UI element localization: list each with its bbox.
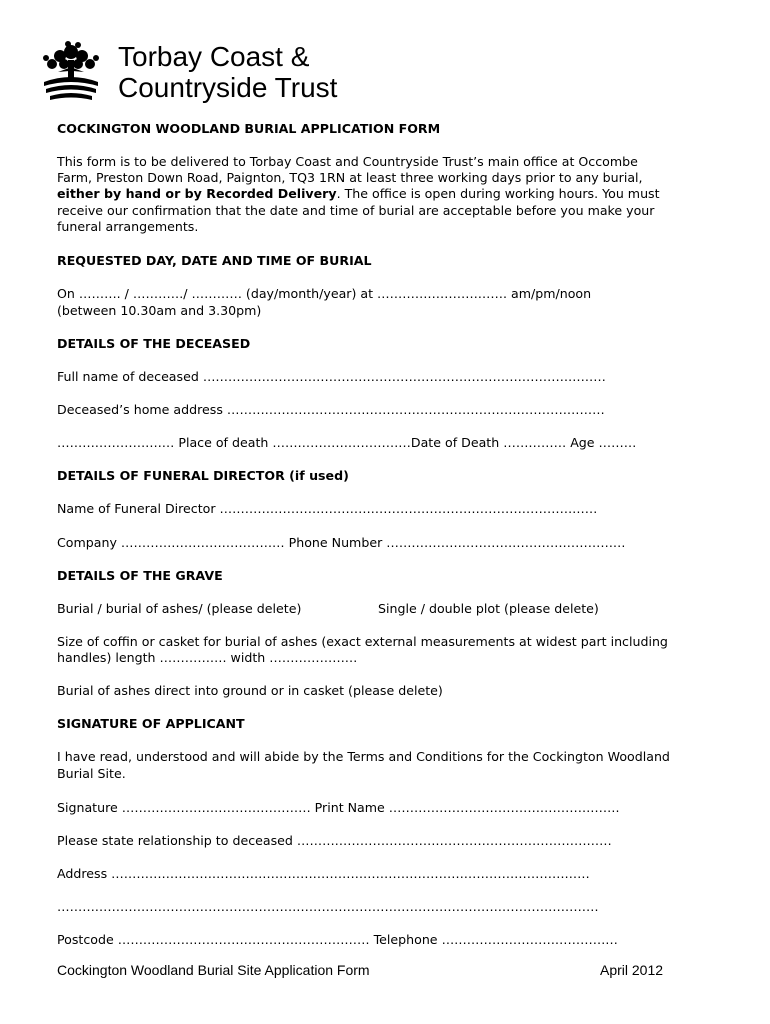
org-name-line-1: Torbay Coast & (118, 41, 310, 72)
postcode-telephone-field[interactable]: Postcode …………………………………………………… Telephone …………………………………… (57, 932, 618, 947)
intro-line-3 (57, 186, 660, 203)
section-heading-deceased: DETAILS OF THE DECEASED (57, 336, 251, 351)
agreement-line-1: I have read, understood and will abide by the Terms and Conditions for the Cockington Woodland (57, 749, 670, 764)
applicant-address-field[interactable]: Address …………………………………………………………………………………………………… (57, 866, 590, 881)
section-heading-grave: DETAILS OF THE GRAVE (57, 568, 223, 583)
delivery-method-emphasis: either by hand or by Recorded Delivery (57, 186, 337, 201)
coffin-length-width-field[interactable]: handles) length ……………. width ………………… (57, 650, 358, 665)
tree-icon (38, 38, 104, 104)
ashes-burial-method-option[interactable]: Burial of ashes direct into ground or in casket (please delete) (57, 683, 443, 698)
place-date-age-of-death-field[interactable]: …………………….… Place of death ……………………………Date of Death …………… Age ……… (57, 435, 637, 450)
funeral-director-name-field[interactable]: Name of Funeral Director ……………………………………………………………………………… (57, 501, 598, 516)
company-phone-field[interactable]: Company ………………………………… Phone Number ………………………………………………… (57, 535, 626, 550)
organisation-name (118, 41, 337, 103)
intro-line-3-rest: . The office is open during working hours. You must (336, 186, 660, 201)
applicant-address-continued-field[interactable]: ………………………………………………………………………………………………………………… (57, 899, 599, 914)
plot-size-option[interactable]: Single / double plot (please delete) (378, 601, 599, 616)
coffin-size-line-1: Size of coffin or casket for burial of ashes (exact external measurements at widest part including (57, 634, 668, 649)
signature-print-name-field[interactable]: Signature ……………………………………… Print Name ………………………………………………. (57, 800, 620, 815)
intro-line-2: Farm, Preston Down Road, Paignton, TQ3 1RN at least three working days prior to any burial, (57, 170, 643, 185)
form-title: COCKINGTON WOODLAND BURIAL APPLICATION FORM (57, 121, 441, 136)
intro-line-5: funeral arrangements. (57, 219, 199, 234)
org-name-line-2: Countryside Trust (118, 72, 338, 103)
section-heading-signature: SIGNATURE OF APPLICANT (57, 716, 245, 731)
footer-date: April 2012 (600, 962, 664, 978)
deceased-full-name-field[interactable]: Full name of deceased …………………………………………………………………………………… (57, 369, 606, 384)
section-heading-funeral-director: DETAILS OF FUNERAL DIRECTOR (if used) (57, 468, 349, 483)
footer-document-title: Cockington Woodland Burial Site Application Form (57, 962, 370, 978)
burial-date-time-field[interactable]: On ………. / …………/ ………… (day/month/year) at …………………………. am/pm/noon (57, 286, 592, 301)
section-heading-burial-time: REQUESTED DAY, DATE AND TIME OF BURIAL (57, 253, 372, 268)
intro-line-1: This form is to be delivered to Torbay Coast and Countryside Trust’s main office at Occombe (57, 154, 638, 169)
relationship-field[interactable]: Please state relationship to deceased ………………………………………………………………… (57, 833, 612, 848)
deceased-home-address-field[interactable]: Deceased’s home address ……………………………………………………………………………… (57, 402, 605, 417)
burial-time-range-note: (between 10.30am and 3.30pm) (57, 303, 262, 318)
intro-line-4: receive our confirmation that the date and time of burial are acceptable before you make your (57, 203, 655, 218)
agreement-line-2: Burial Site. (57, 766, 126, 781)
burial-type-option[interactable]: Burial / burial of ashes/ (please delete) (57, 601, 302, 616)
